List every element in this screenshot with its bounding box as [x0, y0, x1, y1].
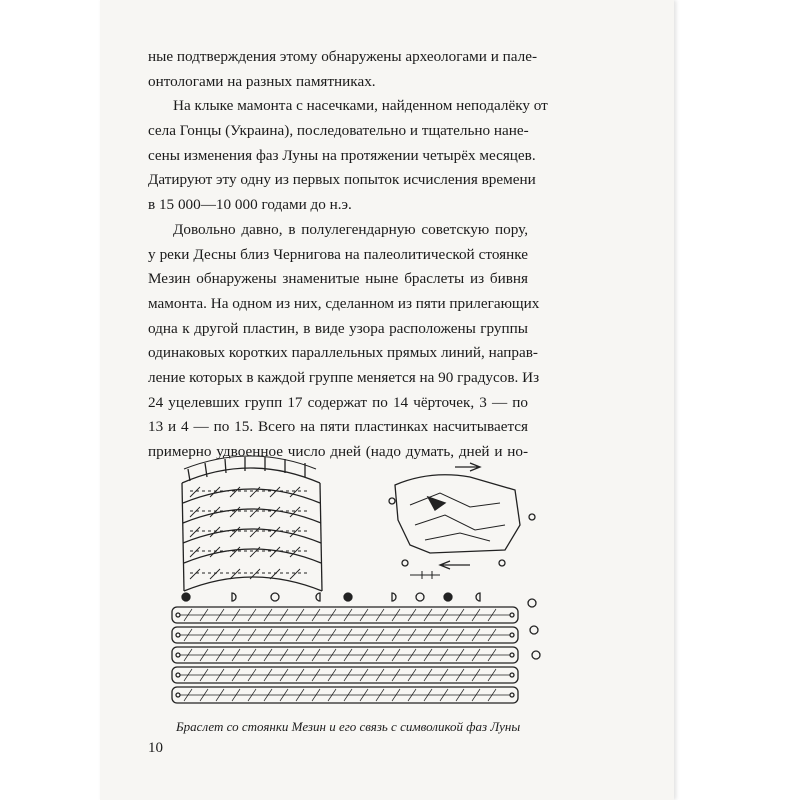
text-line: в 15 000—10 000 годами до н.э. [148, 196, 352, 214]
bracelet-cylinder [182, 456, 322, 591]
text-line: На клыке мамонта с насечками, найденном неподалёку от [173, 97, 548, 115]
text-line: 24 уцелевших групп 17 содержат по 14 чёрточек, 3 — по [148, 393, 528, 411]
text-line: мамонта. На одном из них, сделанном из пяти прилегающих [148, 294, 540, 312]
text-line: ные подтверждения этому обнаружены археологами и пале- [148, 48, 537, 65]
text-line: Датируют эту одну из первых попыток исчисления времени [148, 171, 536, 189]
text-line: села Гонцы (Украина), последовательно и тщательно нане- [148, 122, 529, 140]
tusk-fragment [389, 463, 535, 579]
page-number: 10 [148, 740, 163, 756]
bracelet-plates [172, 607, 518, 703]
figure-caption: Браслет со стоянки Мезин и его связь с символикой фаз Луны [176, 719, 521, 734]
bracelet-illustration [170, 445, 550, 715]
text-line: одна к другой пластин, в виде узора расположены группы [148, 319, 528, 337]
text-line: Мезин обнаружены знаменитые ныне браслеты из бивня [148, 270, 528, 288]
body-text [148, 45, 548, 465]
text-line: Довольно давно, в полулегендарную советскую пору, [173, 220, 528, 238]
book-page [100, 0, 674, 800]
text-line: у реки Десны близ Чернигова на палеолитической стоянке [148, 245, 528, 263]
text-line: одинаковых коротких параллельных прямых линий, направ- [148, 344, 538, 362]
text-line: онтологами на разных памятниках. [148, 72, 376, 90]
text-line: ление которых в каждой группе меняется на 90 градусов. Из [148, 368, 540, 386]
text-line: 13 и 4 — по 15. Всего на пяти пластинках насчитывается [148, 418, 528, 436]
text-line: примерно удвоенное число дней (надо думать, дней и но- [148, 443, 528, 460]
moon-phase-symbols [182, 593, 540, 659]
text-line: сены изменения фаз Луны на протяжении четырёх месяцев. [148, 146, 536, 164]
